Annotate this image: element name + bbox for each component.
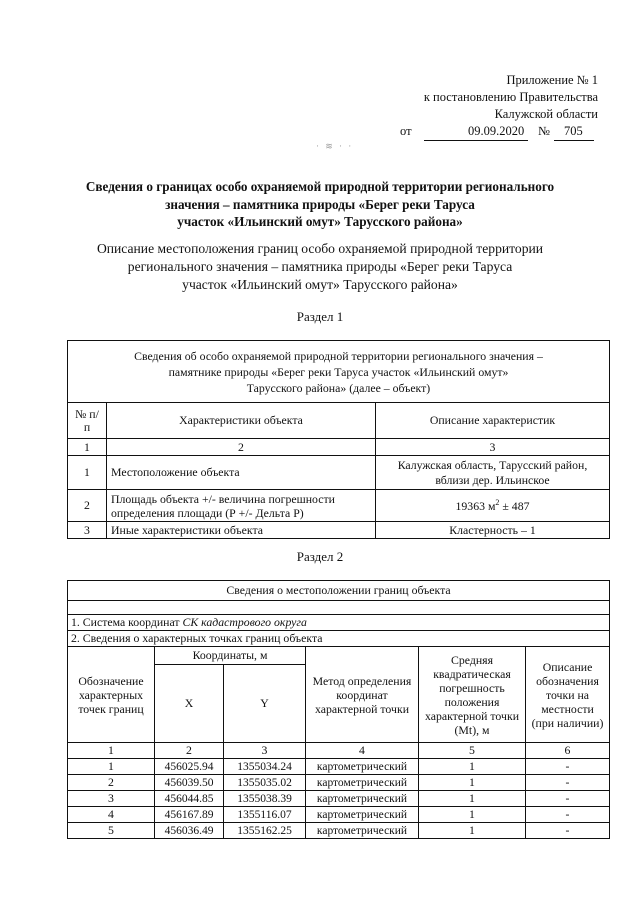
section-1-heading: Раздел 1 — [296, 309, 344, 324]
point-id: 5 — [68, 823, 155, 839]
colnum-1: 1 — [68, 743, 155, 759]
object-info-table — [67, 340, 610, 539]
row-characteristic: Площадь объекта +/- величина погрешности определения площади (Р +/- Дельта Р) — [107, 490, 376, 522]
header-point-description: Описание обозначения точки на местности (при наличии) — [526, 647, 610, 743]
point-y: 1355034.24 — [224, 759, 306, 775]
point-y: 1355162.25 — [224, 823, 306, 839]
table-row — [68, 807, 610, 823]
table-row — [68, 490, 610, 522]
point-desc: - — [526, 759, 610, 775]
caption-line-3: Тарусского района» (далее – объект) — [246, 380, 431, 395]
point-id: 2 — [68, 775, 155, 791]
coordinate-system-value: СК кадастрового округа — [182, 615, 307, 629]
row-number: 3 — [68, 522, 107, 539]
table2-spacer — [68, 601, 610, 615]
boundary-points-table — [67, 580, 610, 839]
point-method: картометрический — [306, 791, 419, 807]
colnum-5: 5 — [419, 743, 526, 759]
colnum-1: 1 — [68, 439, 107, 456]
point-mt: 1 — [419, 791, 526, 807]
row-description: Кластерность – 1 — [376, 522, 610, 539]
colnum-2: 2 — [155, 743, 224, 759]
header-designation: Обозначение характерных точек границ — [68, 647, 155, 743]
section-2-heading: Раздел 2 — [296, 549, 344, 564]
document-title — [0, 178, 640, 231]
header-y: Y — [224, 665, 306, 743]
row-characteristic: Местоположение объекта — [107, 456, 376, 490]
appendix-line-1: Приложение № 1 — [506, 73, 598, 87]
header-coordinates: Координаты, м — [155, 647, 306, 665]
point-id: 4 — [68, 807, 155, 823]
area-value: 19363 м — [455, 498, 496, 513]
header-accuracy: Средняя квадратическая погрешность положения характерной точки (Mt), м — [419, 647, 526, 743]
desc-line-1: Описание местоположения границ особо охраняемой природной территории — [96, 241, 544, 256]
point-x: 456025.94 — [155, 759, 224, 775]
point-method: картометрический — [306, 775, 419, 791]
resolution-reference — [400, 124, 600, 142]
table-row — [68, 823, 610, 839]
header-description: Описание характеристик — [376, 403, 610, 439]
header-number: № п/п — [68, 403, 107, 439]
row-description: Калужская область, Тарусский район, вблизи дер. Ильинское — [376, 456, 610, 490]
points-caption: 2. Сведения о характерных точках границ объекта — [68, 631, 610, 647]
caption-line-1: Сведения об особо охраняемой природной территории регионального значения – — [134, 348, 543, 363]
point-desc: - — [526, 807, 610, 823]
description-title — [0, 240, 640, 294]
point-y: 1355035.02 — [224, 775, 306, 791]
point-y: 1355038.39 — [224, 791, 306, 807]
row-characteristic: Иные характеристики объекта — [107, 522, 376, 539]
row-number: 2 — [68, 490, 107, 522]
table-row — [68, 456, 610, 490]
area-tolerance: ± 487 — [499, 498, 530, 513]
point-method: картометрический — [306, 759, 419, 775]
area-unit-power: 2 — [495, 497, 500, 507]
point-id: 3 — [68, 791, 155, 807]
number-sign: № — [538, 124, 550, 138]
title-line-2: значения – памятника природы «Берег реки Таруса — [165, 196, 475, 212]
header-x: X — [155, 665, 224, 743]
title-line-3: участок «Ильинский омут» Тарусского района» — [177, 214, 463, 229]
caption-line-2: памятнике природы «Берег реки Таруса участок «Ильинский омут» — [168, 364, 509, 379]
ot-label: от — [400, 124, 412, 138]
appendix-note — [424, 72, 598, 123]
colnum-3: 3 — [376, 439, 610, 456]
point-mt: 1 — [419, 759, 526, 775]
colnum-2: 2 — [107, 439, 376, 456]
point-mt: 1 — [419, 807, 526, 823]
table1-caption — [68, 341, 610, 403]
resolution-number: 705 — [564, 124, 583, 138]
point-x: 456039.50 — [155, 775, 224, 791]
point-id: 1 — [68, 759, 155, 775]
table-row — [68, 759, 610, 775]
row-number: 1 — [68, 456, 107, 490]
point-method: картометрический — [306, 823, 419, 839]
title-line-1: Сведения о границах особо охраняемой природной территории регионального — [85, 179, 555, 194]
point-y: 1355116.07 — [224, 807, 306, 823]
point-desc: - — [526, 775, 610, 791]
resolution-date: 09.09.2020 — [468, 124, 525, 138]
point-mt: 1 — [419, 823, 526, 839]
table-row — [68, 775, 610, 791]
point-x: 456167.89 — [155, 807, 224, 823]
desc-line-2: регионального значения – памятника природы «Берег реки Таруса — [127, 259, 513, 274]
point-desc: - — [526, 823, 610, 839]
colnum-6: 6 — [526, 743, 610, 759]
colnum-3: 3 — [224, 743, 306, 759]
point-method: картометрический — [306, 807, 419, 823]
table-row — [68, 522, 610, 539]
row-description — [376, 490, 610, 522]
appendix-line-3: Калужской области — [494, 107, 598, 121]
point-x: 456036.49 — [155, 823, 224, 839]
desc-line-3: участок «Ильинский омут» Тарусского района» — [182, 277, 458, 292]
header-method: Метод определения координат характерной точки — [306, 647, 419, 743]
colnum-4: 4 — [306, 743, 419, 759]
point-x: 456044.85 — [155, 791, 224, 807]
point-desc: - — [526, 791, 610, 807]
faint-stamp-mark: · ≋ · · — [316, 141, 354, 151]
header-characteristics: Характеристики объекта — [107, 403, 376, 439]
coordinate-system-row — [68, 615, 610, 631]
point-mt: 1 — [419, 775, 526, 791]
table2-caption: Сведения о местоположении границ объекта — [68, 581, 610, 601]
coordinate-system-label: 1. Система координат — [71, 615, 183, 629]
appendix-line-2: к постановлению Правительства — [423, 90, 598, 104]
table-row — [68, 791, 610, 807]
